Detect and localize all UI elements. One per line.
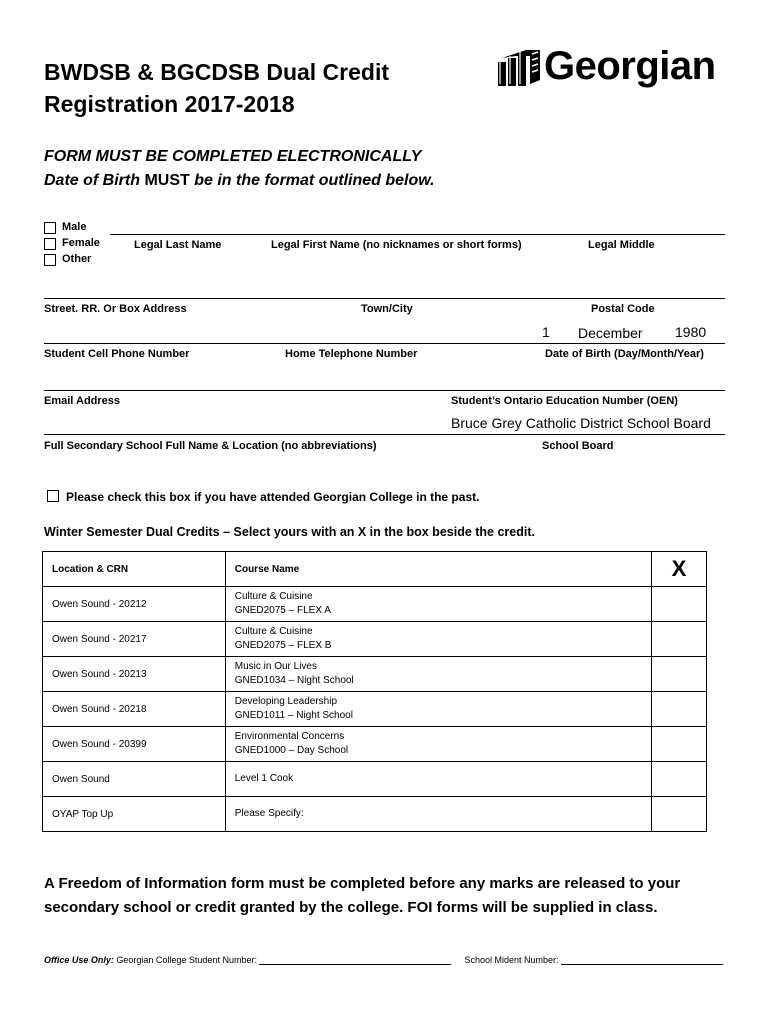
row-location: Owen Sound - 20399 [43,727,226,762]
course-title: Level 1 Cook [234,773,294,784]
gender-other-checkbox[interactable] [44,254,56,266]
attended-checkbox[interactable] [47,490,59,502]
course-title: Developing Leadership [234,696,338,707]
row-course [225,657,651,692]
title-line-2: Registration 2017-2018 [44,91,295,117]
credits-table [42,551,707,832]
credits-heading: Winter Semester Dual Credits – Select yours with an X in the box beside the credit. [44,525,535,539]
row-location: OYAP Top Up [43,797,226,832]
secondary-school-label: Full Secondary School Full Name & Location (no abbreviations) [44,440,377,452]
gender-other-label: Other [62,253,92,265]
street-label: Street. RR. Or Box Address [44,303,187,315]
row-course [225,587,651,622]
school-board-label: School Board [542,440,614,452]
legal-first-name-label: Legal First Name (no nicknames or short forms) [271,239,522,251]
table-row [43,692,707,727]
town-label: Town/City [361,303,413,315]
student-number-label: Georgian College Student Number: [116,955,257,965]
name-line[interactable] [110,234,725,235]
row-select-box[interactable] [652,587,707,622]
gender-female-label: Female [62,237,100,249]
page-title [44,56,389,120]
instructions [44,145,435,193]
row-location: Owen Sound - 20217 [43,622,226,657]
dob-month-value[interactable]: December [578,325,643,341]
table-row [43,622,707,657]
table-row [43,797,707,832]
georgian-logo [494,40,719,98]
course-code: GNED1011 – Night School [234,710,353,721]
instruction-dob: Date of Birth [44,172,140,189]
row-course[interactable] [225,797,651,832]
gender-male-checkbox[interactable] [44,222,56,234]
foi-notice [44,872,744,920]
foi-line-1: A Freedom of Information form must be completed before any marks are released to your [44,875,681,892]
home-phone-label: Home Telephone Number [285,348,418,360]
instruction-format: be in the format outlined below. [194,172,435,189]
legal-middle-label: Legal Middle [588,239,655,251]
row-select-box[interactable] [652,797,707,832]
school-board-value[interactable]: Bruce Grey Catholic District School Board [451,415,711,431]
row-course [225,692,651,727]
postal-code-label: Postal Code [591,303,655,315]
col-course-header: Course Name [225,552,651,587]
table-row [43,727,707,762]
logo-text: Georgian [544,44,716,88]
dob-year-value[interactable]: 1980 [675,324,707,340]
instruction-line-1: FORM MUST BE COMPLETED ELECTRONICALLY [44,148,422,165]
georgian-logo-icon [496,46,542,88]
course-title: Please Specify: [234,808,304,819]
foi-line-2: secondary school or credit granted by the college. FOI forms will be supplied in class. [44,899,658,916]
col-select-header [652,552,707,587]
address-line[interactable] [44,298,725,299]
instruction-must: MUST [144,172,190,189]
oen-label: Student’s Ontario Education Number (OEN) [451,395,678,407]
email-line[interactable] [44,390,725,391]
course-title: Culture & Cuisine [234,591,313,602]
table-row [43,762,707,797]
cell-phone-label: Student Cell Phone Number [44,348,190,360]
instruction-line-2 [44,169,435,193]
course-code: GNED2075 – FLEX A [234,605,331,616]
col-location-header: Location & CRN [43,552,226,587]
row-select-box[interactable] [652,727,707,762]
gender-female-checkbox[interactable] [44,238,56,250]
office-use-label: Office Use Only: [44,955,114,965]
select-x-mark: X [671,556,687,581]
course-code: GNED1034 – Night School [234,675,354,686]
phone-line[interactable] [44,343,725,344]
course-code: GNED1000 – Day School [234,745,349,756]
course-title: Culture & Cuisine [234,626,313,637]
legal-last-name-label: Legal Last Name [134,239,222,251]
row-location: Owen Sound [43,762,226,797]
row-location: Owen Sound - 20218 [43,692,226,727]
office-use-row [44,955,723,965]
title-line-1: BWDSB & BGCDSB Dual Credit [44,59,390,85]
email-label: Email Address [44,395,121,407]
student-number-field[interactable] [259,955,451,965]
table-row [43,587,707,622]
row-location: Owen Sound - 20212 [43,587,226,622]
attended-label: Please check this box if you have attended Georgian College in the past. [66,490,480,504]
table-row [43,657,707,692]
row-course [225,622,651,657]
dob-day-value[interactable]: 1 [542,324,550,340]
credits-table-header [43,552,707,587]
row-select-box[interactable] [652,657,707,692]
row-select-box[interactable] [652,762,707,797]
course-code: GNED2075 – FLEX B [234,640,332,651]
row-location: Owen Sound - 20213 [43,657,226,692]
mident-number-field[interactable] [561,955,723,965]
school-line[interactable] [44,434,725,435]
course-title: Environmental Concerns [234,731,345,742]
course-title: Music in Our Lives [234,661,317,672]
row-select-box[interactable] [652,622,707,657]
gender-male-label: Male [62,221,87,233]
row-course [225,762,651,797]
mident-number-label: School Mident Number: [464,955,559,965]
row-course [225,727,651,762]
dob-label: Date of Birth (Day/Month/Year) [545,348,704,360]
row-select-box[interactable] [652,692,707,727]
